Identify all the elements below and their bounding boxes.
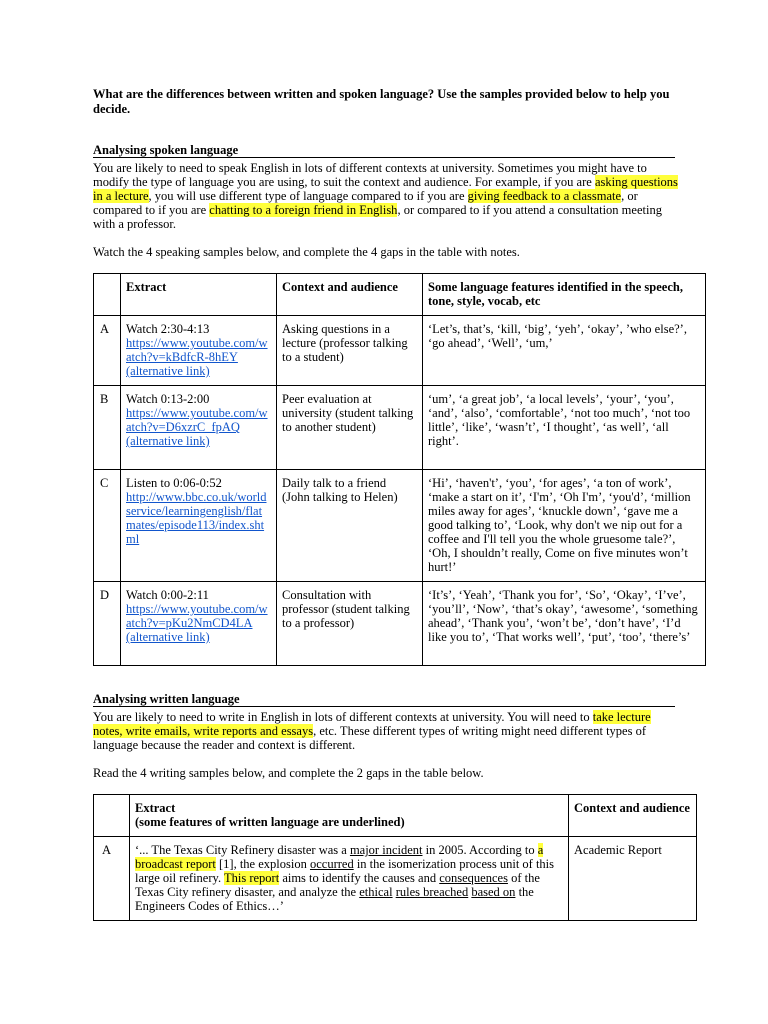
underlined-feature: occurred xyxy=(309,857,354,871)
header-blank-cell xyxy=(94,274,121,316)
table-row xyxy=(94,470,706,582)
features-cell: ‘It’s’, ‘Yeah’, ‘Thank you for’, ‘So’, ‘Okay’, ‘I’ve’, ‘you’ll’, ‘Now’, ‘that’s okay’, ‘awesome’, ‘something ahead’, ‘Thank you’, ‘won’t be’, ‘don’t have’, ‘I’d like you to’, ‘That works well’, ‘put’, ‘too’, ‘there’s’ xyxy=(423,582,706,666)
underlined-feature: based on xyxy=(471,885,516,899)
header-extract-note: (some features of written language are underlined) xyxy=(135,815,405,829)
table-row xyxy=(94,386,706,470)
row-label: A xyxy=(94,316,121,386)
highlight-giving-feedback: giving feedback to a classmate xyxy=(467,189,622,203)
written-intro-text-1: You are likely to need to write in English in lots of different contexts at university. You will need to xyxy=(93,710,593,724)
extract-text: in 2005. According to xyxy=(422,843,538,857)
spoken-section-heading: Analysing spoken language xyxy=(93,143,675,158)
written-intro-paragraph xyxy=(93,710,683,752)
header-blank-cell xyxy=(94,795,130,837)
features-cell: ‘um’, ‘a great job’, ‘a local levels’, ‘your’, ‘you’, ‘and’, ‘also’, ‘comfortable’, ‘not too much’, ‘not too little’, ‘like’, ‘wasn’t’, ‘I thought’, ‘as well’, ‘all right’. xyxy=(423,386,706,470)
extract-cell xyxy=(121,470,277,582)
features-cell: ‘Let’s, that’s, ‘kill, ‘big’, ‘yeh’, ‘okay’, ’who else?’, ‘go ahead’, ‘Well’, ‘um,’ xyxy=(423,316,706,386)
header-context: Context and audience xyxy=(277,274,423,316)
extract-cell xyxy=(121,316,277,386)
video-link[interactable]: https://www.youtube.com/watch?v=D6xzrC_fpAQ xyxy=(126,406,268,434)
extract-action: Watch 0:13-2:00 xyxy=(126,392,210,406)
row-label: C xyxy=(94,470,121,582)
table-row xyxy=(94,316,706,386)
alternative-link[interactable]: (alternative link) xyxy=(126,434,210,448)
extract-text: aims to identify the causes and xyxy=(279,871,440,885)
extract-text: in the isomerization process unit of this large oil refinery. xyxy=(135,857,555,885)
alternative-link[interactable]: (alternative link) xyxy=(126,364,210,378)
header-extract xyxy=(130,795,569,837)
context-cell: Daily talk to a friend (John talking to Helen) xyxy=(277,470,423,582)
row-label: B xyxy=(94,386,121,470)
highlight-writing-tasks: take lecture notes, write emails, write reports and essays xyxy=(93,710,651,738)
underlined-feature: ethical xyxy=(359,885,393,899)
extract-cell xyxy=(121,582,277,666)
context-cell: Consultation with professor (student talking to a professor) xyxy=(277,582,423,666)
row-label: D xyxy=(94,582,121,666)
extract-text: the Engineers Codes of Ethics…’ xyxy=(135,885,534,913)
video-link[interactable]: https://www.youtube.com/watch?v=pKu2NmCD4LA xyxy=(126,602,268,630)
highlight-asking-questions: asking questions in a lecture xyxy=(93,175,678,203)
extract-cell xyxy=(121,386,277,470)
underlined-feature: consequences xyxy=(439,871,508,885)
extract-cell xyxy=(130,837,569,921)
header-context: Context and audience xyxy=(569,795,697,837)
highlighted-feature: This report xyxy=(223,871,280,885)
extract-action: Watch 2:30-4:13 xyxy=(126,322,210,336)
context-cell: Peer evaluation at university (student talking to another student) xyxy=(277,386,423,470)
alternative-link[interactable]: (alternative link) xyxy=(126,630,210,644)
highlight-chatting-friend: chatting to a foreign friend in English xyxy=(209,203,398,217)
spoken-intro-text-3: , or compared to if you are xyxy=(93,189,638,217)
written-table-header-row xyxy=(94,795,697,837)
spoken-samples-table xyxy=(93,273,706,666)
written-samples-table xyxy=(93,794,697,921)
spoken-intro-text-1: You are likely to need to speak English in lots of different contexts at university. Sometimes you might have to modify the type of language you are using, to suit the context and audience. For example, if you are xyxy=(93,161,647,189)
extract-action: Listen to 0:06-0:52 xyxy=(126,476,222,490)
extract-text: [1], the explosion xyxy=(215,857,310,871)
highlighted-feature: a broadcast report xyxy=(135,843,544,871)
table-row xyxy=(94,837,697,921)
underlined-feature: rules breached xyxy=(395,885,469,899)
extract-text: ‘... The Texas City Refinery disaster was a xyxy=(135,843,350,857)
spoken-instruction: Watch the 4 speaking samples below, and complete the 4 gaps in the table with notes. xyxy=(93,245,520,259)
written-section-heading: Analysing written language xyxy=(93,692,675,707)
spoken-intro-paragraph xyxy=(93,161,683,231)
underlined-feature: major incident xyxy=(349,843,423,857)
row-label: A xyxy=(94,837,130,921)
extract-text: of the Texas City refinery disaster, and analyze the xyxy=(135,871,540,899)
context-cell: Academic Report xyxy=(569,837,697,921)
header-extract-title: Extract xyxy=(135,801,176,815)
spoken-intro-text-4: , or compared to if you attend a consultation meeting with a professor. xyxy=(93,203,662,231)
page-title: What are the differences between written and spoken language? Use the samples provided below to help you decide. xyxy=(93,87,670,116)
audio-link[interactable]: http://www.bbc.co.uk/worldservice/learningenglish/flatmates/episode113/index.shtml xyxy=(126,490,267,546)
written-intro-text-2: , etc. These different types of writing might need different types of language because the reader and context is different. xyxy=(93,724,646,752)
header-features: Some language features identified in the speech, tone, style, vocab, etc xyxy=(423,274,706,316)
extract-action: Watch 0:00-2:11 xyxy=(126,588,209,602)
features-cell: ‘Hi’, ‘haven't’, ‘you’, ‘for ages’, ‘a ton of work’, ‘make a start on it’, ‘I'm’, ‘Oh I'm’, ‘you'd’, ‘million miles away for ages’, ‘knuckle down’, ‘gave me a good talking to’, ‘Look, why don't we nip out for a coffee and I'll tell you the whole gruesome tale?’, ‘Oh, I shouldn’t really, Come on five minutes won’t hurt!’ xyxy=(423,470,706,582)
written-instruction: Read the 4 writing samples below, and complete the 2 gaps in the table below. xyxy=(93,766,484,780)
context-cell: Asking questions in a lecture (professor talking to a student) xyxy=(277,316,423,386)
video-link[interactable]: https://www.youtube.com/watch?v=kBdfcR-8hEY xyxy=(126,336,268,364)
table-row xyxy=(94,582,706,666)
spoken-table-header-row xyxy=(94,274,706,316)
header-extract: Extract xyxy=(121,274,277,316)
spoken-intro-text-2: , you will use different type of language compared to if you are xyxy=(148,189,468,203)
